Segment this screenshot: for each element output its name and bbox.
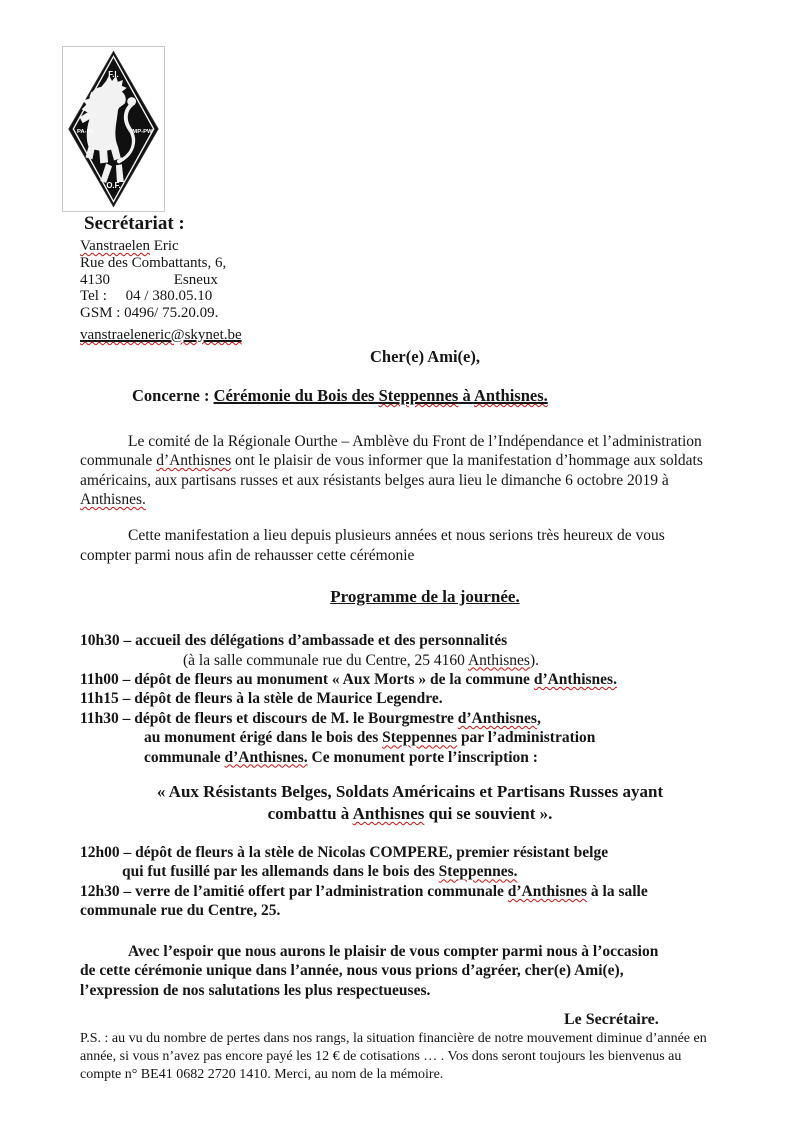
programme-item-12h00-cont: qui fut fusillé par les allemands dans le bois des Steppennes.: [122, 863, 518, 881]
programme-item-location: (à la salle communale rue du Centre, 25 4160 Anthisnes).: [183, 651, 539, 669]
paragraph-intro: [80, 432, 789, 510]
contact-email-link[interactable]: vanstraeleneric@skynet.be: [80, 326, 242, 343]
emblem-text-left: PA-PL: [76, 128, 95, 135]
postscript: [80, 1030, 789, 1084]
programme-item-11h15: 11h15 – dépôt de fleurs à la stèle de Maurice Legendre.: [80, 690, 443, 708]
subject-line: Concerne : Cérémonie du Bois des Steppennes à Anthisnes.: [132, 385, 548, 405]
postscript-line: compte n° BE41 0682 2720 1410. Merci, au nom de la mémoire.: [80, 1066, 444, 1082]
postscript-line: année, si vous n’avez pas encore payé les 12 € de cotisations … . Vos dons seront toujours les bienvenus au: [80, 1048, 682, 1064]
secretariat-title: Secrétariat :: [84, 213, 185, 234]
paragraph-line: communale d’Anthisnes ont le plaisir de vous informer que la manifestation d’hommage aux soldats: [80, 452, 703, 470]
salutation: Cher(e) Ami(e),: [370, 346, 480, 366]
programme-list-continued: [80, 843, 789, 921]
programme-item-11h30: 11h30 – dépôt de fleurs et discours de M. le Bourgmestre d’Anthisnes,: [80, 709, 541, 727]
programme-item-12h00: 12h00 – dépôt de fleurs à la stèle de Nicolas COMPERE, premier résistant belge: [80, 844, 609, 862]
inscription-line: « Aux Résistants Belges, Soldats Américains et Partisans Russes ayant: [156, 782, 664, 802]
contact-street: Rue des Combattants, 6,: [80, 254, 227, 271]
programme-list: [80, 631, 789, 767]
paragraph-line: Cette manifestation a lieu depuis plusieurs années et nous serions très heureux de vous: [128, 527, 665, 545]
contact-phone: Tel : 04 / 380.05.10: [80, 288, 213, 305]
closing-line: l’expression de nos salutations les plus respectueuses.: [80, 981, 431, 999]
paragraph-line: compter parmi nous afin de rehausser cette cérémonie: [80, 546, 415, 564]
programme-item-11h00: 11h00 – dépôt de fleurs au monument « Aux Morts » de la commune d’Anthisnes.: [80, 671, 617, 689]
contact-name: Vanstraelen Eric: [80, 238, 179, 254]
contact-city: 4130 Esneux: [80, 271, 218, 288]
postscript-line: P.S. : au vu du nombre de pertes dans nos rangs, la situation financière de notre mouvement diminue d’année en: [80, 1030, 707, 1046]
monument-inscription: [80, 781, 740, 825]
inscription-line: combattu à Anthisnes qui se souvient ».: [267, 804, 553, 824]
signature: Le Secrétaire.: [564, 1010, 659, 1028]
programme-item-12h30: 12h30 – verre de l’amitié offert par l’administration communale d’Anthisnes à la salle: [80, 882, 648, 900]
secretariat-contact-block: [80, 238, 789, 344]
paragraph-line: Le comité de la Régionale Ourthe – Amblève du Front de l’Indépendance et l’administration: [128, 432, 702, 450]
emblem-text-bottom: O.F.: [106, 180, 121, 190]
programme-title: Programme de la journée.: [330, 587, 520, 607]
programme-item-12h30-cont: communale rue du Centre, 25.: [80, 902, 281, 920]
emblem-text-right: MP-PW: [132, 128, 153, 135]
paragraph-invitation: [80, 526, 789, 565]
paragraph-line: américains, aux partisans russes et aux résistants belges aura lieu le dimanche 6 octobre 2019 à: [80, 471, 669, 489]
emblem-text-top: F.I.: [108, 70, 119, 80]
programme-item-11h30-cont: communale d’Anthisnes. Ce monument porte l’inscription :: [144, 748, 538, 766]
closing-paragraph: [80, 942, 789, 1000]
programme-item-11h30-cont: au monument érigé dans le bois des Steppennes par l’administration: [144, 729, 596, 747]
paragraph-line: Anthisnes.: [80, 491, 146, 508]
programme-item-10h30: 10h30 – accueil des délégations d’ambassade et des personnalités: [80, 632, 508, 650]
contact-gsm: GSM : 0496/ 75.20.09.: [80, 305, 219, 322]
closing-line: Avec l’espoir que nous aurons le plaisir de vous compter parmi nous à l’occasion: [128, 942, 659, 960]
closing-line: de cette cérémonie unique dans l’année, nous vous prions d’agréer, cher(e) Ami(e),: [80, 962, 624, 980]
